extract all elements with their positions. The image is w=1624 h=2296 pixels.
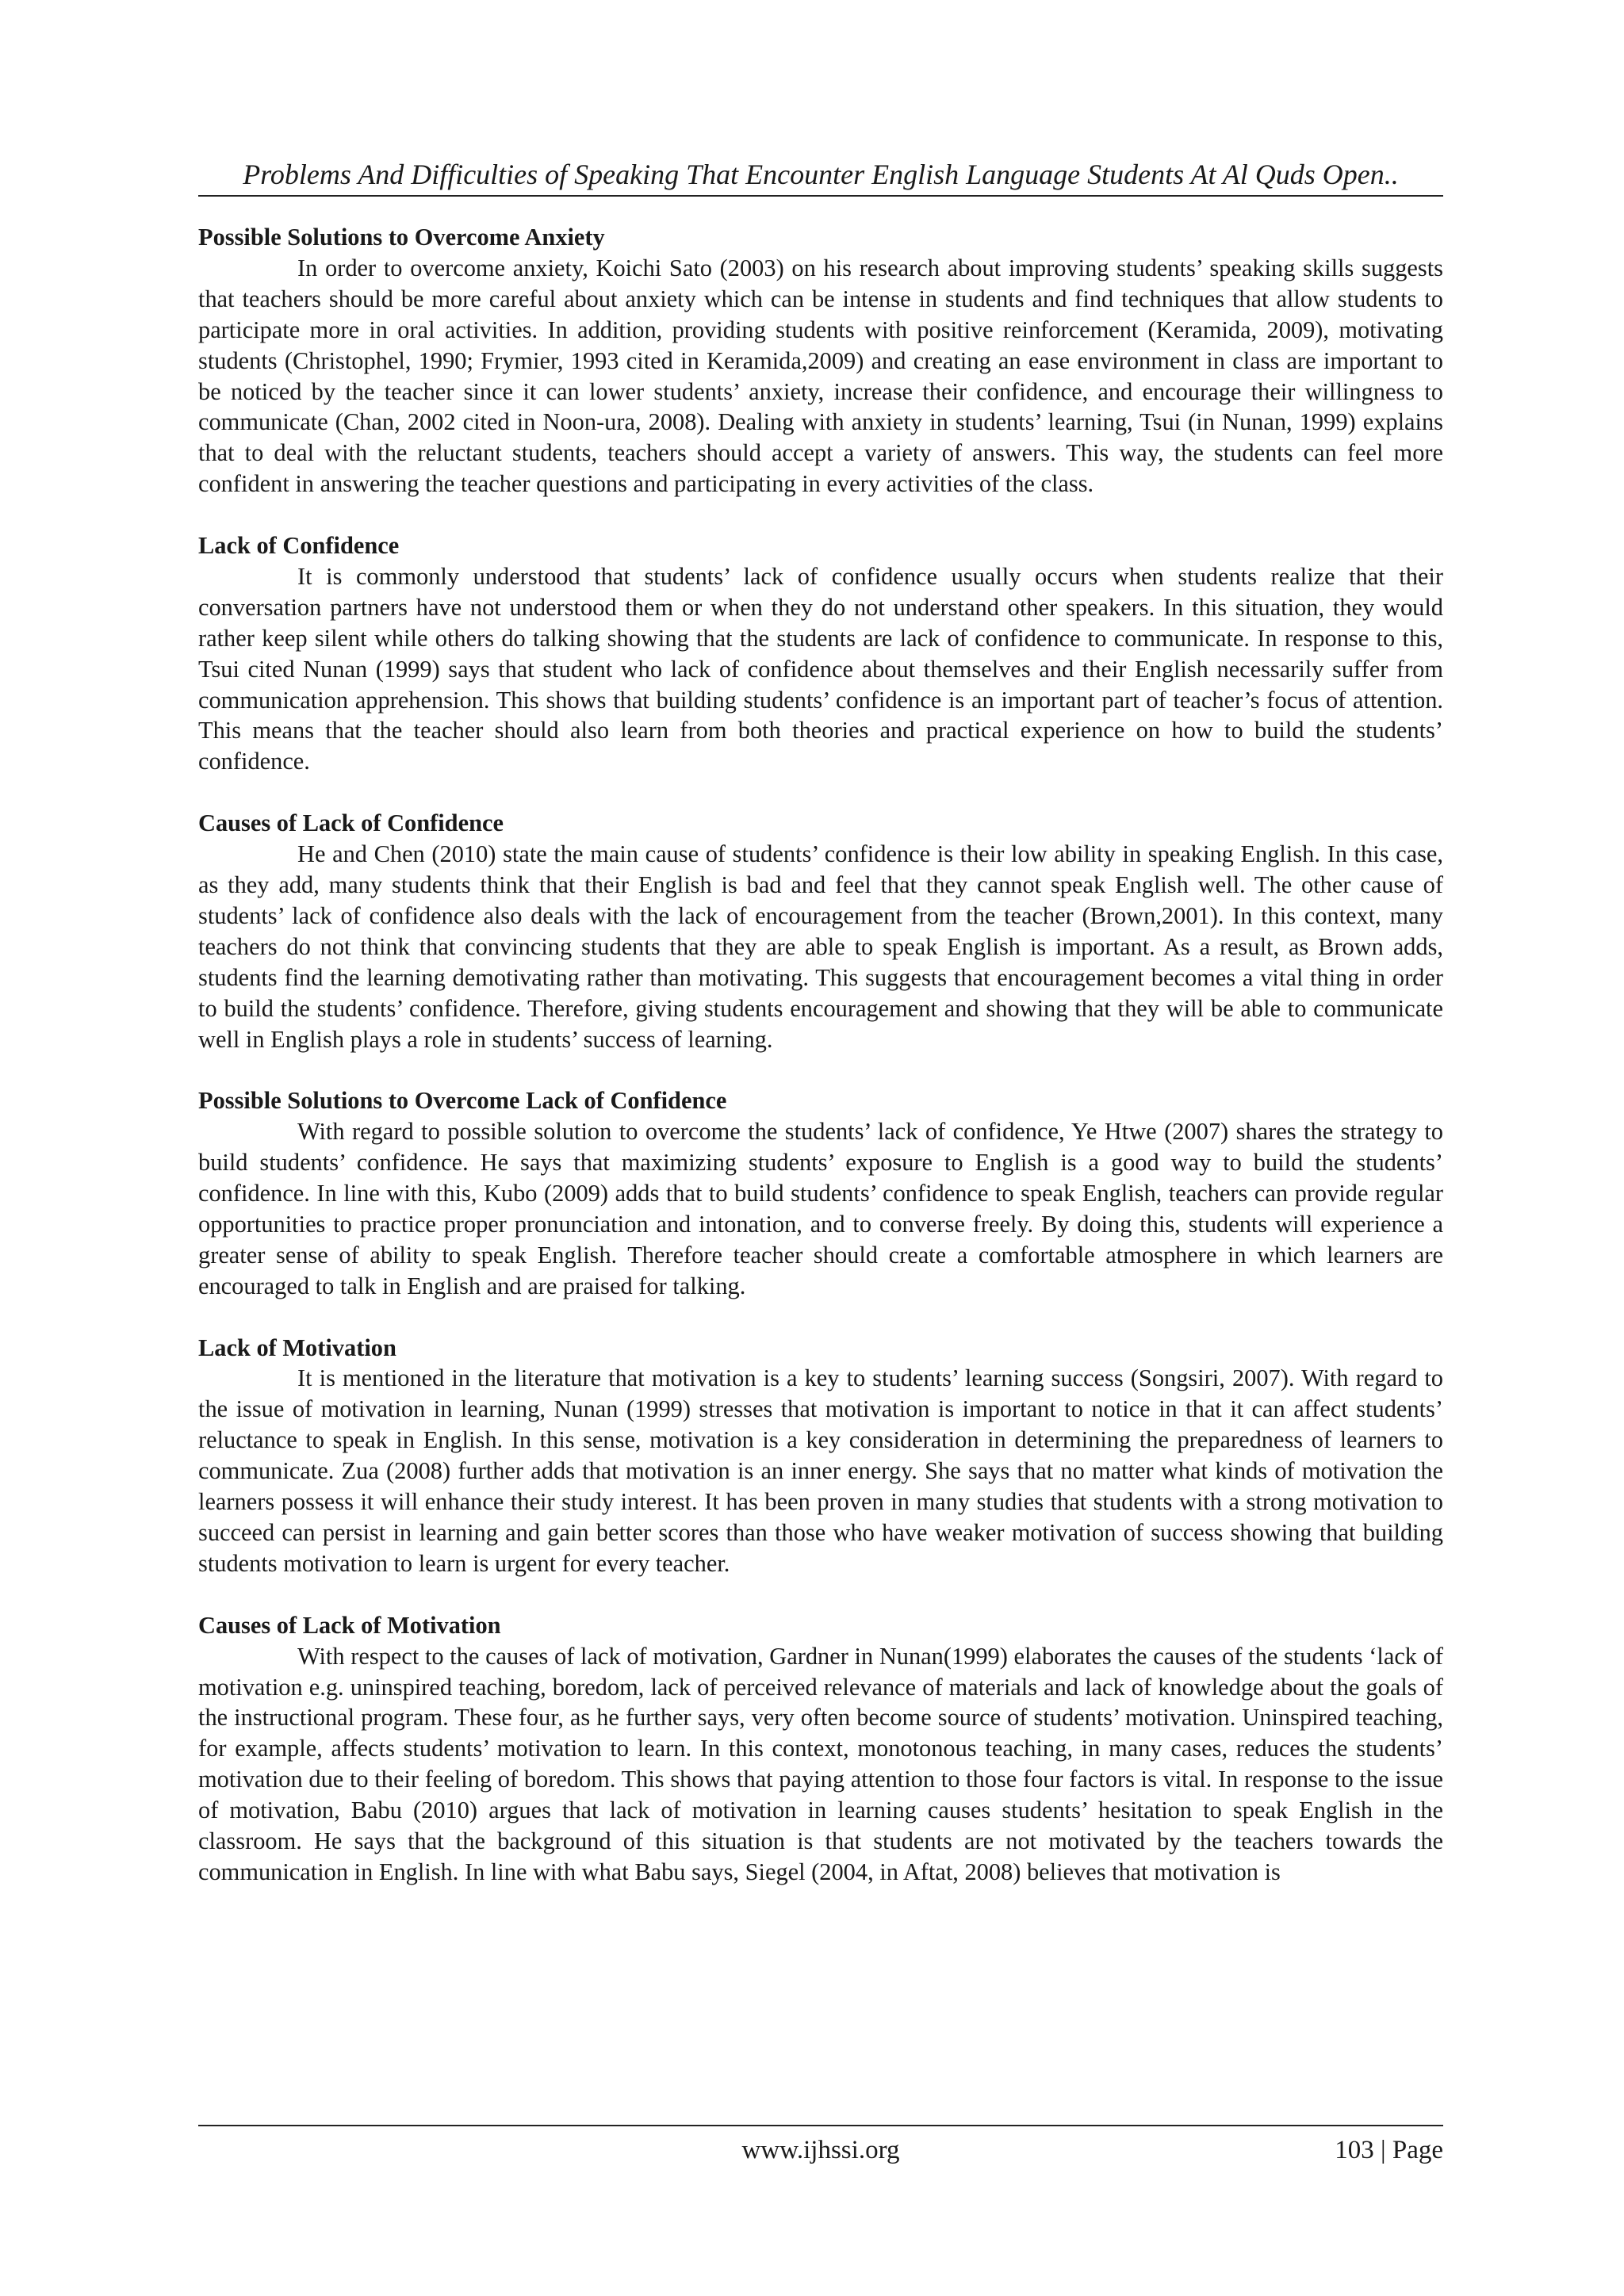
section-causes-lack-of-motivation	[198, 1610, 1443, 1888]
section-causes-lack-of-confidence	[198, 808, 1443, 1054]
section-heading: Possible Solutions to Overcome Lack of Confidence	[198, 1087, 727, 1115]
section-heading: Lack of Motivation	[198, 1334, 396, 1361]
section-confidence-solutions	[198, 1085, 1443, 1301]
section-paragraph: It is commonly understood that students’ lack of confidence usually occurs when students realize that their conversation partners have not understood them or when they do not understand other speakers. In this situation, they would rather keep silent while others do talking showing that the students are lack of confidence to communicate. In response to this, Tsui cited Nunan (1999) says that student who lack of confidence about themselves and their English necessarily suffer from communication apprehension. This shows that building students’ confidence is an important part of teacher’s focus of attention. This means that the teacher should also learn from both theories and practical experience on how to build the students’ confidence.	[198, 562, 1443, 775]
section-heading: Possible Solutions to Overcome Anxiety	[198, 224, 605, 251]
section-heading: Causes of Lack of Confidence	[198, 809, 504, 837]
section-anxiety-solutions	[198, 222, 1443, 499]
section-paragraph: With regard to possible solution to overcome the students’ lack of confidence, Ye Htwe (2007) shares the strategy to build students’ confidence. He says that maximizing students’ exposure to English is a good way to build the students’ confidence. In line with this, Kubo (2009) adds that to build students’ confidence to speak English, teachers can provide regular opportunities to practice proper pronunciation and intonation, and to converse freely. By doing this, students will experience a greater sense of ability to speak English. Therefore teacher should create a comfortable atmosphere in which learners are encouraged to talk in English and are praised for talking.	[198, 1118, 1443, 1299]
section-paragraph: He and Chen (2010) state the main cause of students’ confidence is their low ability in speaking English. In this case, as they add, many students think that their English is bad and feel that they cannot speak English well. The other cause of students’ lack of confidence also deals with the lack of encouragement from the teacher (Brown,2001). In this context, many teachers do not think that convincing students that they are able to speak English is important. As a result, as Brown adds, students find the learning demotivating rather than motivating. This suggests that encouragement becomes a vital thing in order to build the students’ confidence. Therefore, giving students encouragement and showing that they will be able to communicate well in English plays a role in students’ success of learning.	[198, 840, 1443, 1053]
section-paragraph: It is mentioned in the literature that motivation is a key to students’ learning success (Songsiri, 2007). With regard to the issue of motivation in learning, Nunan (1999) stresses that motivation is important to notice in that it can affect students’ reluctance to speak in English. In this sense, motivation is a key consideration in determining the preparedness of learners to communicate. Zua (2008) further adds that motivation is an inner energy. She says that no matter what kinds of motivation the learners possess it will enhance their study interest. It has been proven in many studies that students with a strong motivation to succeed can persist in learning and gain better scores than those who have weaker motivation of success showing that building students motivation to learn is urgent for every teacher.	[198, 1364, 1443, 1577]
section-paragraph: In order to overcome anxiety, Koichi Sato (2003) on his research about improving students’ speaking skills suggests that teachers should be more careful about anxiety which can be intense in students and find techniques that allow students to participate more in oral activities. In addition, providing students with positive reinforcement (Keramida, 2009), motivating students (Christophel, 1990; Frymier, 1993 cited in Keramida,2009) and creating an ease environment in class are important to be noticed by the teacher since it can lower students’ anxiety, increase their confidence, and encourage their willingness to communicate (Chan, 2002 cited in Noon-ura, 2008). Dealing with anxiety in students’ learning, Tsui (in Nunan, 1999) explains that to deal with the reluctant students, teachers should accept a variety of answers. This way, the students can feel more confident in answering the teacher questions and participating in every activities of the class.	[198, 254, 1443, 498]
article-body	[198, 222, 1443, 1919]
header-rule	[198, 195, 1443, 197]
footer-rule	[198, 2125, 1443, 2126]
running-header: Problems And Difficulties of Speaking That Encounter English Language Students At Al Quds Open..	[243, 159, 1399, 190]
section-lack-of-confidence	[198, 530, 1443, 777]
section-paragraph: With respect to the causes of lack of motivation, Gardner in Nunan(1999) elaborates the causes of the students ‘lack of motivation e.g. uninspired teaching, boredom, lack of perceived relevance of materials and lack of knowledge about the goals of the instructional program. These four, as he further says, very often become source of students’ motivation. Uninspired teaching, for example, affects students’ motivation to learn. In this context, monotonous teaching, in many cases, reduces the students’ motivation due to their feeling of boredom. This shows that paying attention to those four factors is vital. In response to the issue of motivation, Babu (2010) argues that lack of motivation in learning causes students’ hesitation to speak English in the classroom. He says that the background of this situation is that students are not motivated by the teachers towards the communication in English. In line with what Babu says, Siegel (2004, in Aftat, 2008) believes that motivation is	[198, 1642, 1443, 1885]
journal-website: www.ijhssi.org	[741, 2136, 900, 2164]
page-footer	[198, 2131, 1443, 2169]
section-heading: Causes of Lack of Motivation	[198, 1611, 501, 1639]
section-heading: Lack of Confidence	[198, 532, 400, 560]
page-number: 103 | Page	[1335, 2136, 1443, 2164]
section-lack-of-motivation	[198, 1333, 1443, 1579]
